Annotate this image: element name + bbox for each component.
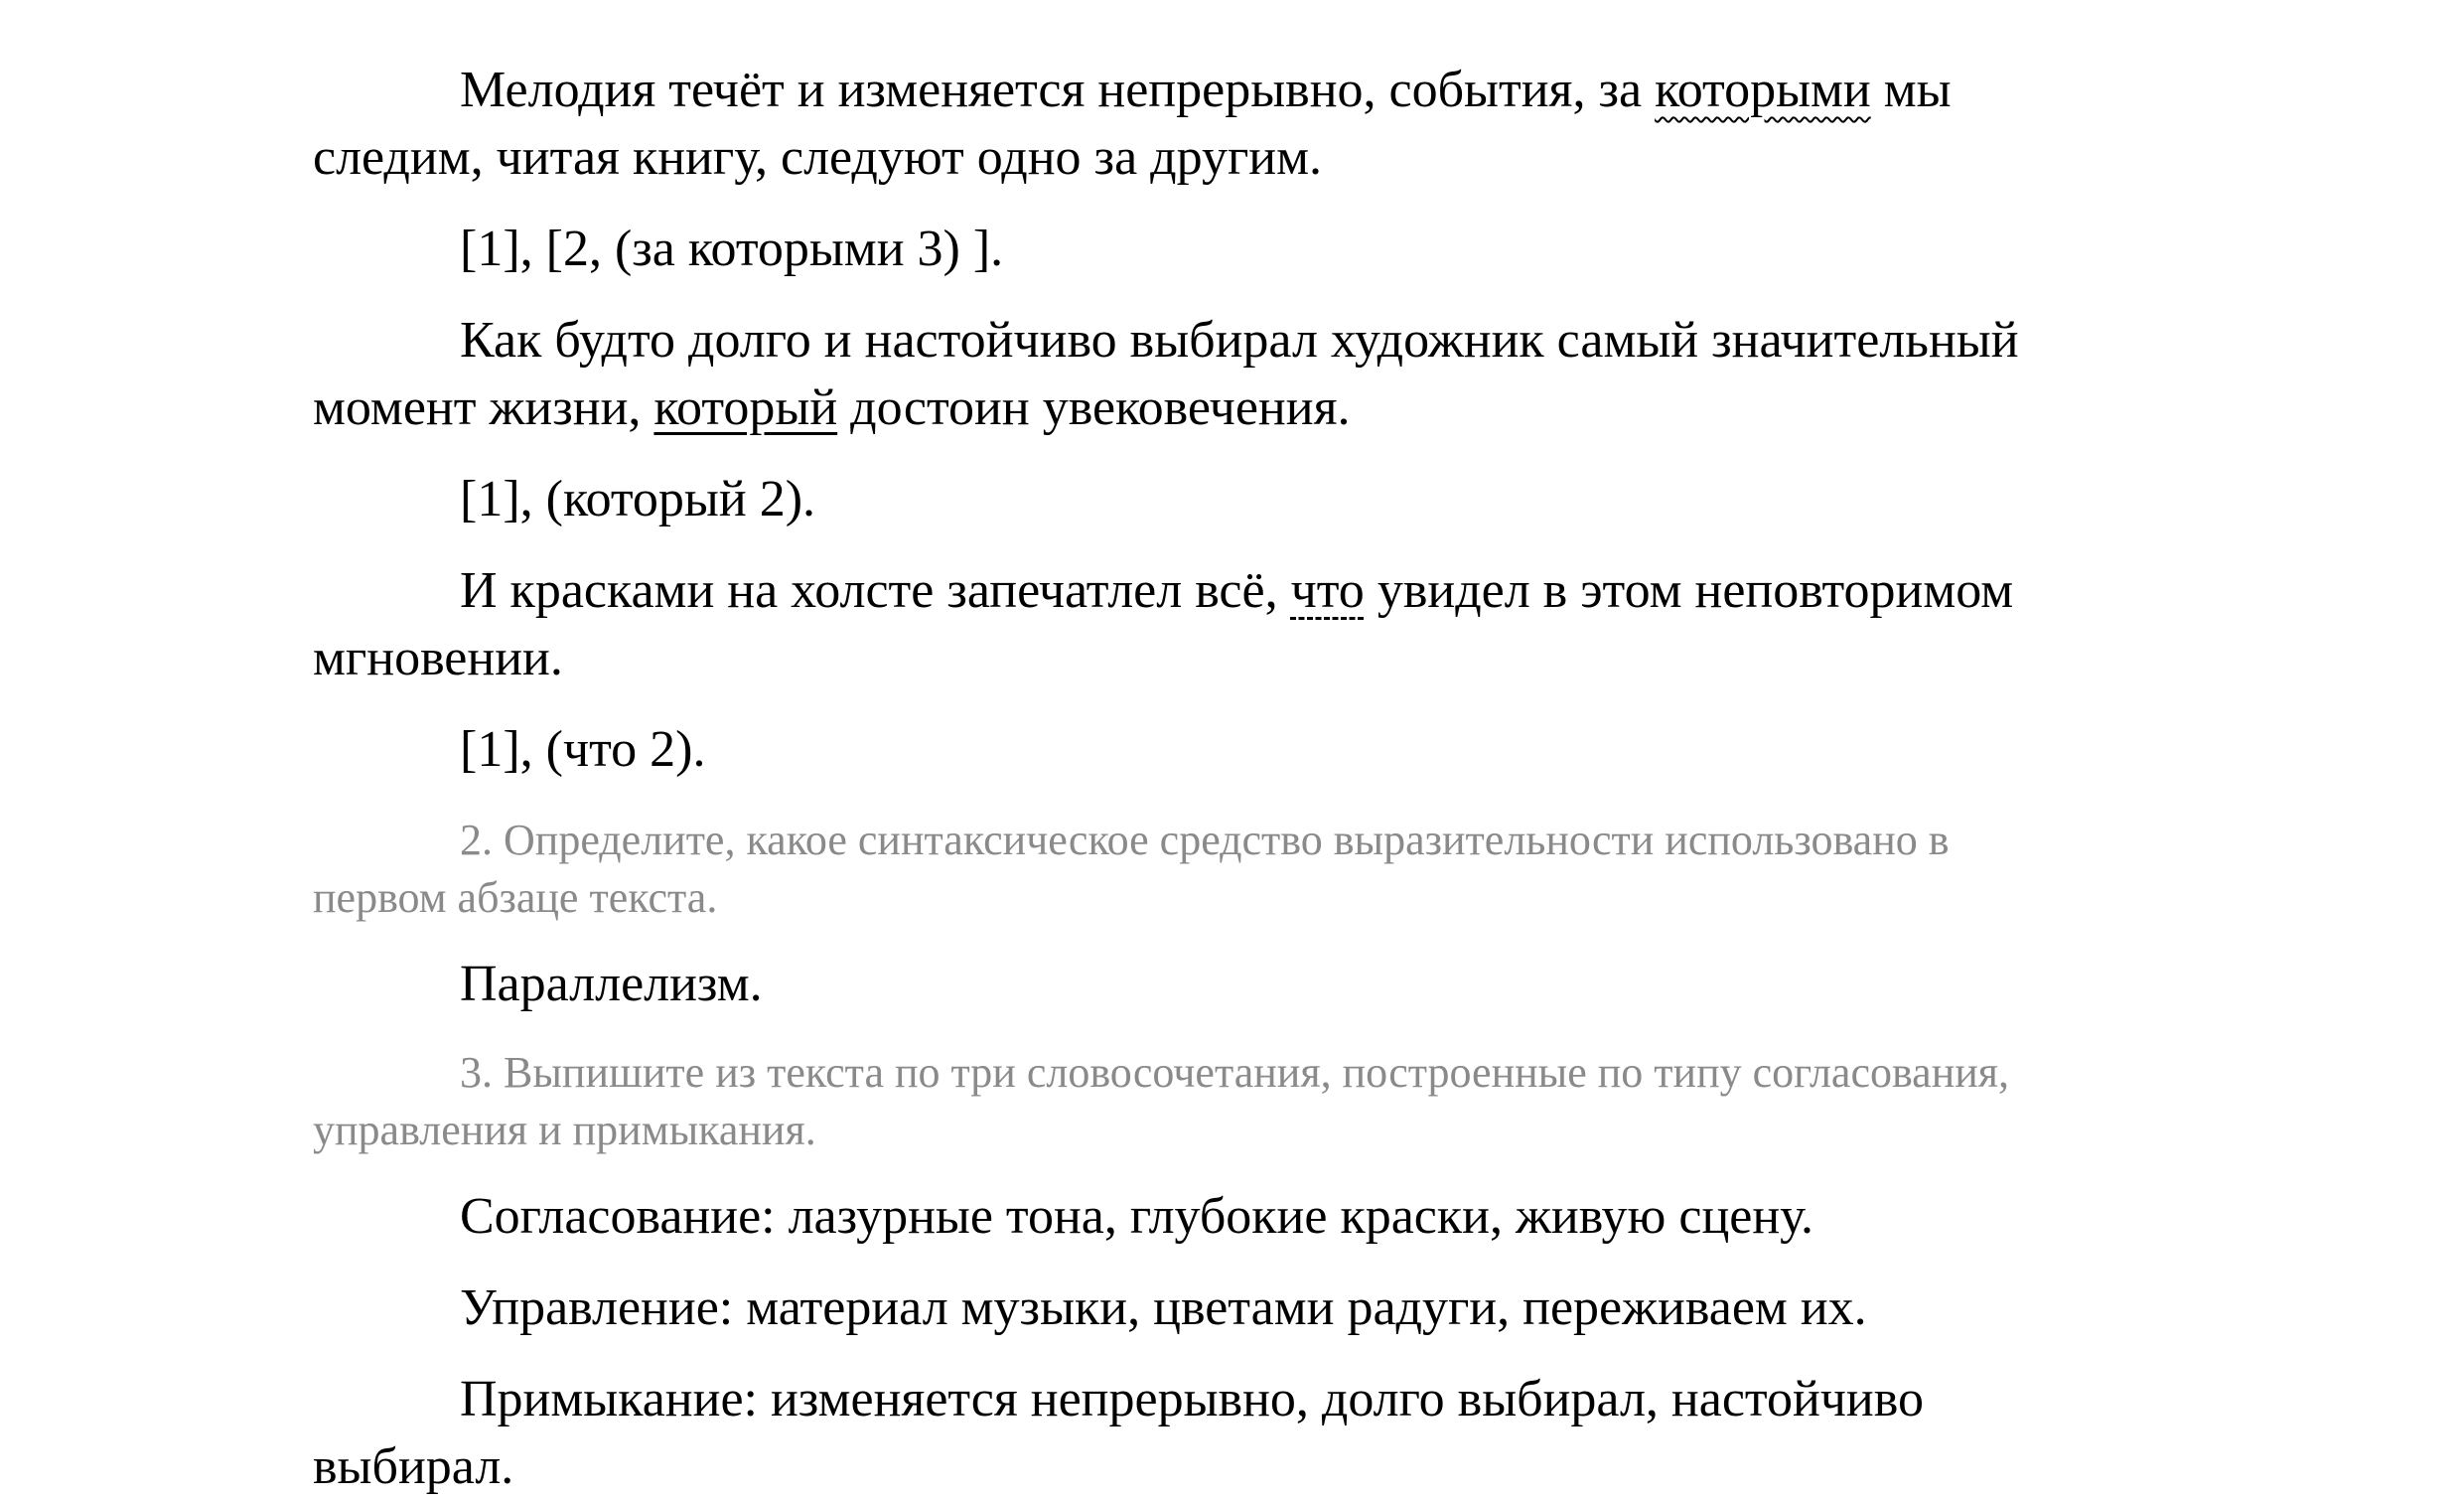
question-3-line-1: 3. Выпишите из текста по три словосочетания, построенные по типу согласования, <box>460 1048 2010 1097</box>
answer-2: Параллелизм. <box>460 956 763 1012</box>
question-3-line-2: управления и примыкания. <box>313 1106 816 1154</box>
paragraph-2-line-2 <box>313 375 1351 441</box>
text-segment: увидел в этом неповторимом <box>1364 562 2014 619</box>
underlined-word: который <box>653 379 838 436</box>
paragraph-3-line-1 <box>460 558 2013 624</box>
answer-3-agreement: Согласование: лазурные тона, глубокие краски, живую сцену. <box>460 1188 1813 1245</box>
underlined-word: что <box>1290 562 1365 619</box>
answer-3-adjunction-line-1: Примыкание: изменяется непрерывно, долго выбирал, настойчиво <box>460 1371 1924 1427</box>
text-segment: мы <box>1870 62 1952 118</box>
paragraph-3-line-2: мгновении. <box>313 630 563 686</box>
answer-3-adjunction-line-2: выбирал. <box>313 1438 514 1495</box>
question-2-line-1: 2. Определите, какое синтаксическое средство выразительности использовано в <box>460 816 1950 864</box>
question-2-line-2: первом абзаце текста. <box>313 873 718 922</box>
text-segment: И красками на холсте запечатлел всё, <box>460 562 1291 619</box>
text-segment: достоин увековечения. <box>837 379 1351 436</box>
scheme-2: [1], (который 2). <box>460 471 816 527</box>
answer-3-government: Управление: материал музыки, цветами радуги, переживаем их. <box>460 1279 1867 1336</box>
scheme-3: [1], (что 2). <box>460 721 706 778</box>
text-segment: момент жизни, <box>313 379 654 436</box>
underlined-word: которыми <box>1655 62 1871 118</box>
scheme-1: [1], [2, (за которыми 3) ]. <box>460 221 1004 277</box>
paragraph-1-line-1 <box>460 58 1952 123</box>
paragraph-2-line-1: Как будто долго и настойчиво выбирал художник самый значительный <box>460 312 2019 369</box>
text-segment: Мелодия течёт и изменяется непрерывно, события, за <box>460 62 1656 118</box>
paragraph-1-line-2: следим, читая книгу, следуют одно за другим. <box>313 129 1323 186</box>
